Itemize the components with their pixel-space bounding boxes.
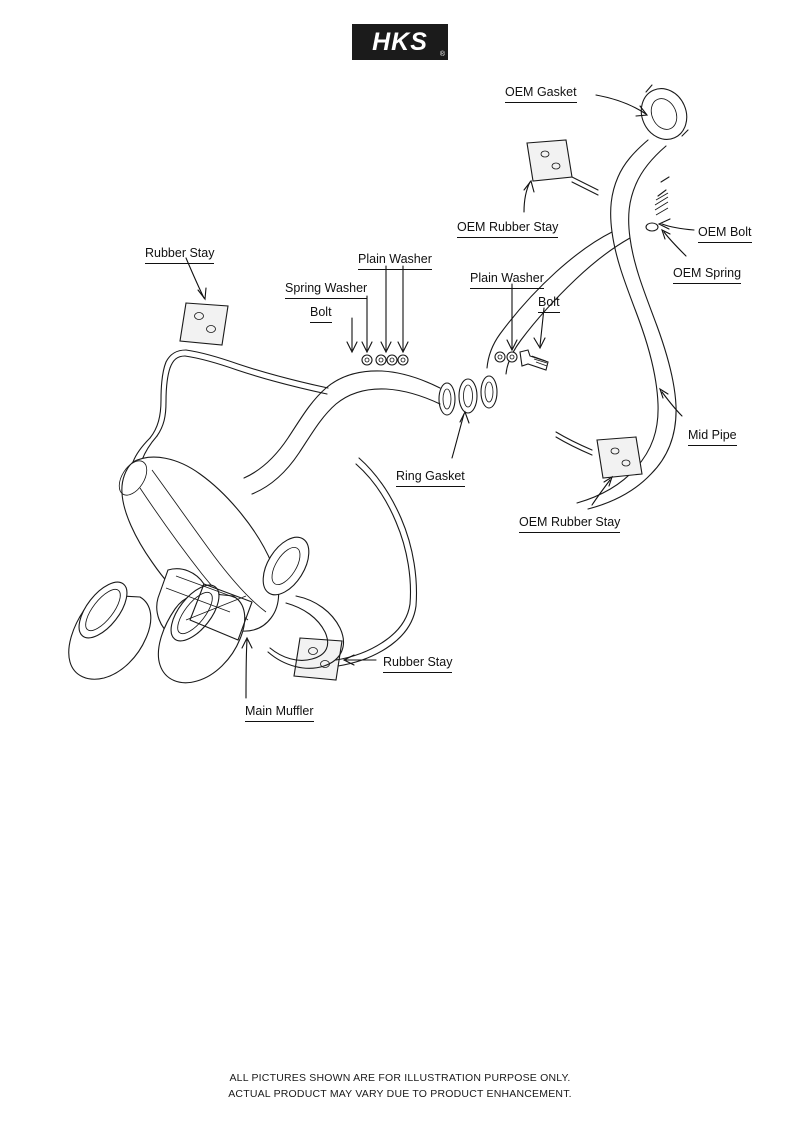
disclaimer-line-1: ALL PICTURES SHOWN ARE FOR ILLUSTRATION PURPOSE ONLY. (229, 1072, 571, 1084)
oem-bolt-spring-part (646, 177, 669, 231)
bolt-washer-right-part (495, 350, 548, 370)
oem-rubber-stay-upper-part (527, 140, 598, 195)
disclaimer-line-2: ACTUAL PRODUCT MAY VARY DUE TO PRODUCT ENHANCEMENT. (228, 1088, 572, 1101)
label-mid-pipe: Mid Pipe (688, 429, 737, 446)
label-spring-washer: Spring Washer (285, 282, 367, 299)
label-bolt-1: Bolt (310, 306, 332, 323)
oem-rubber-stay-lower-part (597, 437, 642, 478)
rubber-stay-bottom-part (294, 638, 342, 680)
label-rubber-stay-bottom: Rubber Stay (383, 656, 452, 673)
label-main-muffler: Main Muffler (245, 705, 314, 722)
oem-gasket-part (633, 81, 694, 146)
label-oem-rubber-stay-2: OEM Rubber Stay (519, 516, 620, 533)
label-oem-spring: OEM Spring (673, 267, 741, 284)
bolt-washer-left-part (362, 355, 408, 365)
label-oem-rubber-stay-1: OEM Rubber Stay (457, 221, 558, 238)
mid-pipe-part (487, 140, 676, 509)
label-oem-gasket: OEM Gasket (505, 86, 577, 103)
label-rubber-stay-top: Rubber Stay (145, 247, 214, 264)
label-plain-washer-1: Plain Washer (358, 253, 432, 270)
ring-gasket-part (439, 376, 497, 415)
disclaimer-footer (0, 1070, 800, 1103)
label-oem-bolt: OEM Bolt (698, 226, 752, 243)
label-ring-gasket: Ring Gasket (396, 470, 465, 487)
rubber-stay-top-part (180, 303, 228, 345)
hks-logo-text: HKS (372, 27, 428, 56)
label-bolt-2: Bolt (538, 296, 560, 313)
registered-trademark-icon: ® (439, 51, 445, 58)
label-plain-washer-2: Plain Washer (470, 272, 544, 289)
